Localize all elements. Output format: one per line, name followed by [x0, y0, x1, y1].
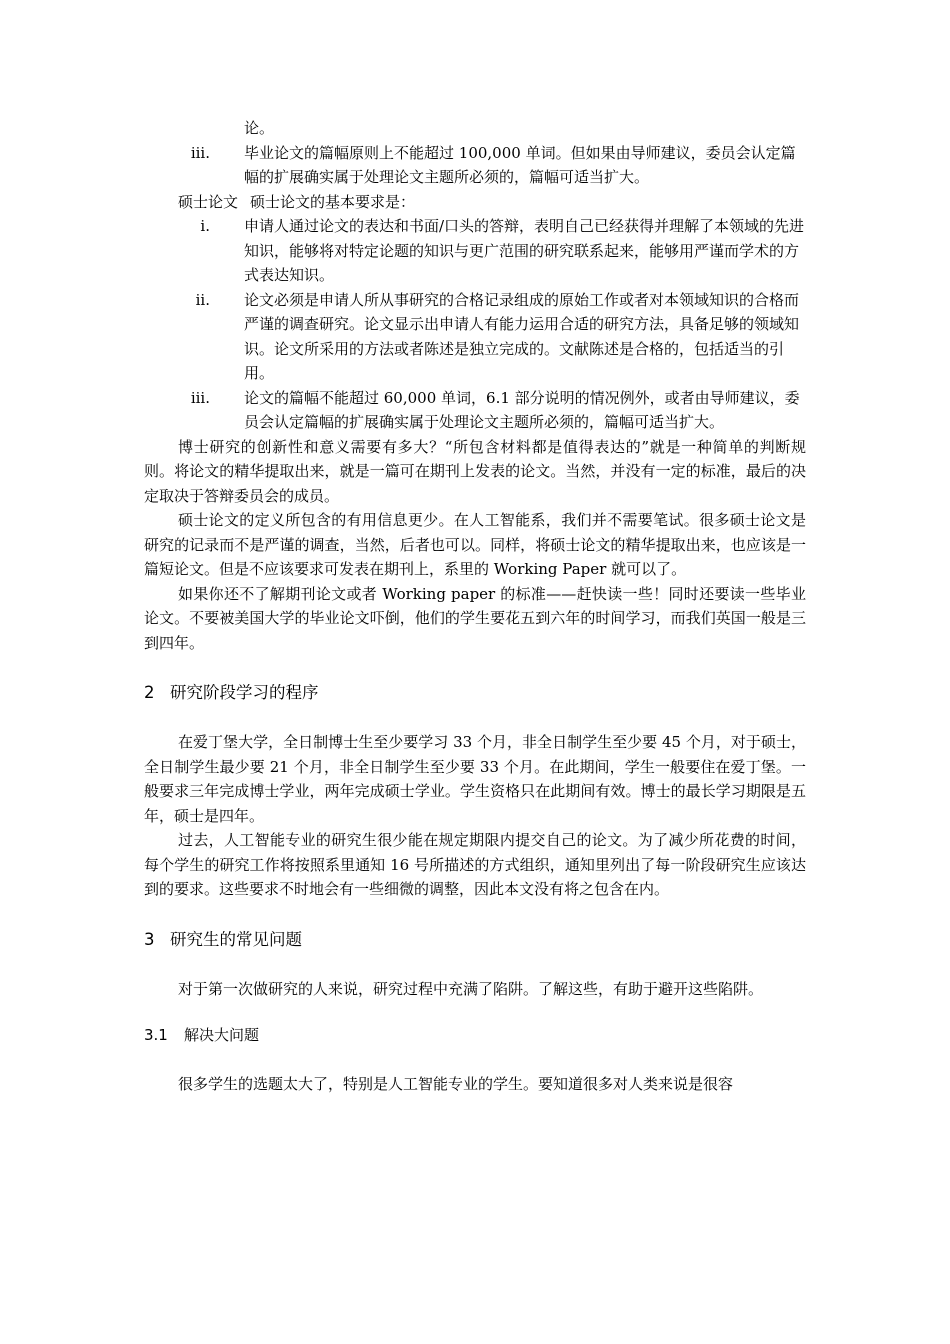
list-item-text: 申请人通过论文的表达和书面/口头的答辩，表明自己已经获得并理解了本领域的先进知识，能够将对特定论题的知识与更广范围的研究联系起来，能够用严谨而学术的方式表达知识。	[244, 217, 805, 284]
list-item	[144, 288, 806, 386]
list-item-text: 论文的篇幅不能超过 60,000 单词，6.1 部分说明的情况例外，或者由导师建议，委员会认定篇幅的扩展确实属于处理论文主题所必须的，篇幅可适当扩大。	[244, 388, 800, 431]
list-item	[144, 141, 806, 190]
section-heading	[144, 681, 806, 705]
body-paragraph: 如果你还不了解期刊论文或者 Working paper 的标准——赶快读一些！同时还要读一些毕业论文。不要被美国大学的毕业论文吓倒，他们的学生要花五到六年的时间学习，而我们英国一般是三到四年。	[144, 584, 806, 652]
list-item-number: iii.	[190, 388, 210, 407]
masters-subheading	[144, 190, 806, 215]
body-paragraph: 很多学生的选题太大了，特别是人工智能专业的学生。要知道很多对人类来说是很容	[178, 1075, 734, 1093]
list-item-text: 论文必须是申请人所从事研究的合格记录组成的原始工作或者对本领域知识的合格而严谨的调查研究。论文显示出申请人有能力运用合适的研究方法，具备足够的领域知识。论文所采用的方法或者陈述是独立完成的。文献陈述是合格的，包括适当的引用。	[244, 290, 800, 382]
masters-label: 硕士论文	[178, 192, 239, 211]
masters-intro: 硕士论文的基本要求是：	[250, 192, 416, 211]
list-item-number: iii.	[190, 143, 210, 162]
body-paragraph: 过去，人工智能专业的研究生很少能在规定期限内提交自己的论文。为了减少所花费的时间，每个学生的研究工作将按照系里通知 16 号所描述的方式组织，通知里列出了每一阶段研究生应该达到的要求。这些要求不时地会有一些细微的调整，因此本文没有将之包含在内。	[144, 831, 806, 898]
list-item-number: i.	[200, 217, 210, 235]
subsection-title: 解决大问题	[184, 1026, 260, 1044]
section-title: 研究生的常见问题	[170, 929, 302, 949]
section-heading	[144, 928, 806, 952]
list-item-number: ii.	[195, 290, 210, 309]
body-paragraph: 博士研究的创新性和意义需要有多大？“所包含材料都是值得表达的”就是一种简单的判断规则。将论文的精华提取出来，就是一篇可在期刊上发表的论文。当然，并没有一定的标准，最后的决定取决于答辩委员会的成员。	[144, 437, 806, 505]
list-item	[144, 214, 806, 288]
section-number: 2	[144, 683, 155, 702]
section-title: 研究阶段学习的程序	[170, 683, 319, 702]
list-item	[144, 386, 806, 435]
section-number: 3	[144, 929, 155, 949]
list-item-continuation	[144, 116, 806, 141]
page-content	[144, 116, 806, 1097]
body-paragraph: 在爱丁堡大学，全日制博士生至少要学习 33 个月，非全日制学生至少要 45 个月，对于硕士，全日制学生最少要 21 个月，非全日制学生至少要 33 个月。在此期间，学生一般要住在爱丁堡。一般要求三年完成博士学业，两年完成硕士学业。学生资格只在此期间有效。博士的最长学习期限是五年，硕士是四年。	[144, 733, 806, 825]
body-paragraph: 对于第一次做研究的人来说，研究过程中充满了陷阱。了解这些，有助于避开这些陷阱。	[178, 979, 764, 998]
list-item-text: 毕业论文的篇幅原则上不能超过 100,000 单词。但如果由导师建议，委员会认定篇幅的扩展确实属于处理论文主题所必须的，篇幅可适当扩大。	[244, 143, 796, 186]
subsection-heading	[144, 1023, 806, 1047]
list-item-text: 论。	[244, 119, 275, 137]
body-paragraph: 硕士论文的定义所包含的有用信息更少。在人工智能系，我们并不需要笔试。很多硕士论文是研究的记录而不是严谨的调查，当然，后者也可以。同样，将硕士论文的精华提取出来，也应该是一篇短论文。但是不应该要求可发表在期刊上，系里的 Working Paper 就可以了。	[144, 511, 806, 578]
subsection-number: 3.1	[144, 1026, 168, 1044]
